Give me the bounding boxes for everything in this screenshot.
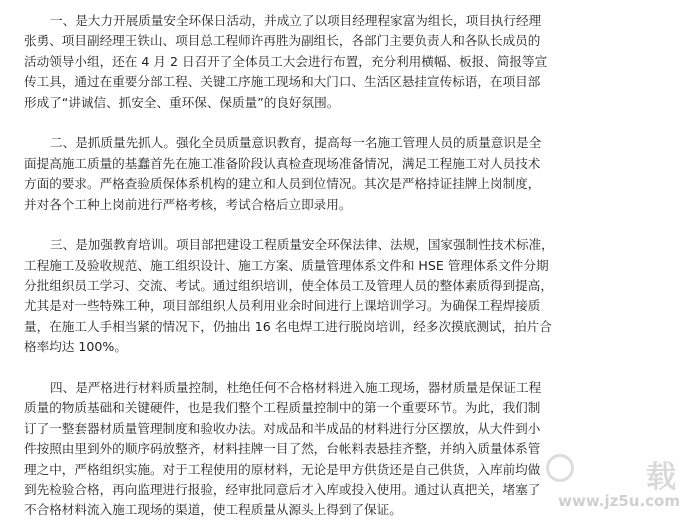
paragraph-line: 方面的要求。严格查验质保体系机构的建立和人员到位情况。其次是严格持证挂牌上岗制度，: [24, 176, 541, 192]
paragraph-line: 不合格材料流入施工现场的渠道，使工程质量从源头上得到了保证。: [24, 502, 402, 518]
paragraph-line: 形成了“讲诚信、抓安全、重环保、保质量”的良好氛围。: [24, 94, 340, 110]
paragraph-1: [24, 11, 682, 113]
paragraph-4: [24, 378, 682, 521]
paragraph-line: 四、是严格进行材料质量控制，杜绝任何不合格材料进入施工现场，器材质量是保证工程: [50, 380, 542, 396]
paragraph-line: 二、是抓质量先抓人。强化全员质量意识教育，提高每一名施工管理人员的质量意识是全: [50, 135, 542, 151]
paragraph-line: 件按照由里到外的顺序码放整齐，材料挂牌一目了然，台帐料表悬挂齐整，并纳入质量体系管: [24, 441, 541, 457]
watermark-url: www.jz5u.com: [558, 492, 680, 510]
paragraph-line: 并对各个工种上岗前进行严格考核，考试合格后立即录用。: [24, 196, 352, 212]
watermark-text: 载: [646, 460, 678, 495]
paragraph-line: 格率均达 100%。: [24, 339, 127, 355]
paragraph-line: 三、是加强教育培训。项目部把建设工程质量安全环保法律、法规，国家强制性技术标准，: [50, 237, 554, 253]
paragraph-line: 尤其是对一些特殊工种，项目部组织人员利用业余时间进行上课培训学习。为确保工程焊接质: [24, 298, 541, 314]
paragraph-line: 一、是大力开展质量安全环保日活动，并成立了以项目经理程家富为组长，项目执行经理: [50, 13, 542, 28]
paragraph-line: 订了一整套器材质量管理制度和验收办法。对成品和半成品的材料进行分区摆放，从大件到小: [24, 420, 541, 436]
paragraph-line: 到先检验合格，再向监理进行报验，经审批同意后才入库或投入使用。通过认真把关，堵塞了: [24, 481, 541, 497]
paragraph-3: [24, 235, 682, 357]
paragraph-line: 面提高施工质量的基蠢首先在施工准备阶段认真检查现场准备情况，满足工程施工对人员技术: [24, 155, 541, 171]
paragraph-line: 工程施工及验收规范、施工组织设计、施工方案、质量管理体系文件和 HSE 管理体系文件分期: [24, 257, 549, 273]
paragraph-line: 传工具，通过在重要分部工程、关键工序施工现场和大门口、生活区悬挂宣传标语，在项目部: [24, 74, 541, 90]
paragraph-line: 理之中，严格组织实施。对于工程使用的原材料，无论是甲方供货还是自己供货，入库前均做: [24, 461, 541, 477]
paragraph-line: 分批组织员工学习、交流、考试。通过组织培训，使全体员工及管理人员的整体素质得到提高，: [24, 278, 553, 294]
paragraph-2: [24, 133, 682, 215]
paragraph-line: 活动领导小组，还在 4 月 2 日召开了全体员工大会进行布置，充分利用横幅、板报、简报等宣: [24, 53, 548, 69]
paragraph-line: 量，在施工人手相当紧的情况下，仍抽出 16 名电焊工进行脱岗培训，经多次摸底测试，拍片合: [24, 318, 552, 334]
paragraph-line: 张勇、项目副经理王铁山、项目总工程师许再胜为副组长，各部门主要负责人和各队长成员的: [24, 33, 541, 49]
paragraph-line: 质量的物质基础和关键硬件，也是我们整个工程质量控制中的第一个重要环节。为此，我们制: [24, 400, 541, 416]
